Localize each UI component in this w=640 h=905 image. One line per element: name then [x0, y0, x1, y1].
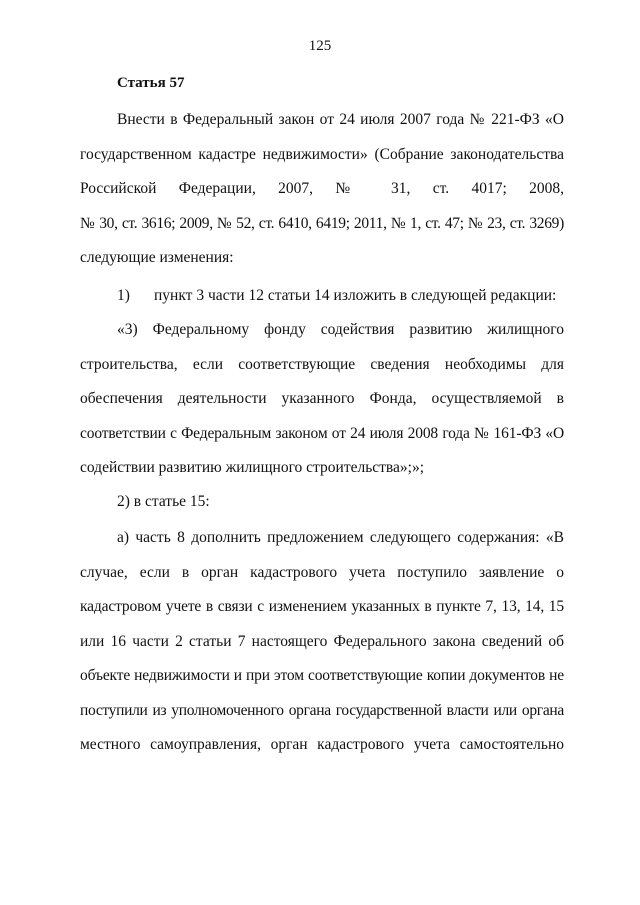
page-number: 125	[308, 38, 332, 54]
item-1-line	[80, 279, 564, 314]
item-2a-line: кадастровом учете в связи с изменением указанных в пункте 7, 13, 14, 15	[80, 598, 564, 615]
item-2a-paragraph	[80, 521, 564, 763]
intro-paragraph	[80, 103, 564, 276]
item-2a-line: или 16 части 2 статьи 7 настоящего Федерального закона сведений об	[80, 632, 564, 650]
intro-line: Российской Федерации, 2007, № 31, ст. 4017; 2008,	[80, 180, 564, 197]
quote-line: соответствии с Федеральным законом от 24 июля 2008 года № 161-ФЗ «О	[80, 424, 564, 442]
quoted-paragraph	[80, 313, 564, 486]
article-title: Статья 57	[117, 75, 185, 91]
quote-line: содействии развитию жилищного строительства»;»;	[80, 459, 425, 476]
intro-line: государственном кадастре недвижимости» (Собрание законодательства	[80, 145, 564, 163]
item-2a-line: объекте недвижимости и при этом соответствующие копии документов не	[80, 667, 564, 684]
item-2a-line: а) часть 8 дополнить предложением следующего содержания: «В	[117, 529, 564, 546]
item-1-number: 1)	[117, 287, 130, 304]
item-2-line: 2) в статье 15:	[117, 493, 210, 510]
intro-line: следующие изменения:	[80, 249, 234, 266]
item-2a-line: поступили из уполномоченного органа государственной власти или органа	[80, 701, 564, 719]
item-2a-line: местного самоуправления, орган кадастрового учета самостоятельно	[80, 736, 564, 753]
item-2a-line: случае, если в орган кадастрового учета поступило заявление о	[80, 563, 564, 581]
quote-line: обеспечения деятельности указанного Фонда, осуществляемой в	[80, 390, 564, 407]
intro-line: № 30, ст. 3616; 2009, № 52, ст. 6410, 6419; 2011, № 1, ст. 47; № 23, ст. 3269)	[80, 214, 564, 232]
item-2	[80, 485, 564, 520]
item-1-text: пункт 3 части 12 статьи 14 изложить в следующей редакции:	[154, 287, 557, 304]
item-1	[80, 279, 564, 314]
intro-line: Внести в Федеральный закон от 24 июля 2007 года № 221-ФЗ «О	[117, 111, 564, 128]
quote-line: строительства, если соответствующие сведения необходимы для	[80, 355, 564, 373]
quote-line: «3) Федеральному фонду содействия развитию жилищного	[117, 321, 564, 338]
